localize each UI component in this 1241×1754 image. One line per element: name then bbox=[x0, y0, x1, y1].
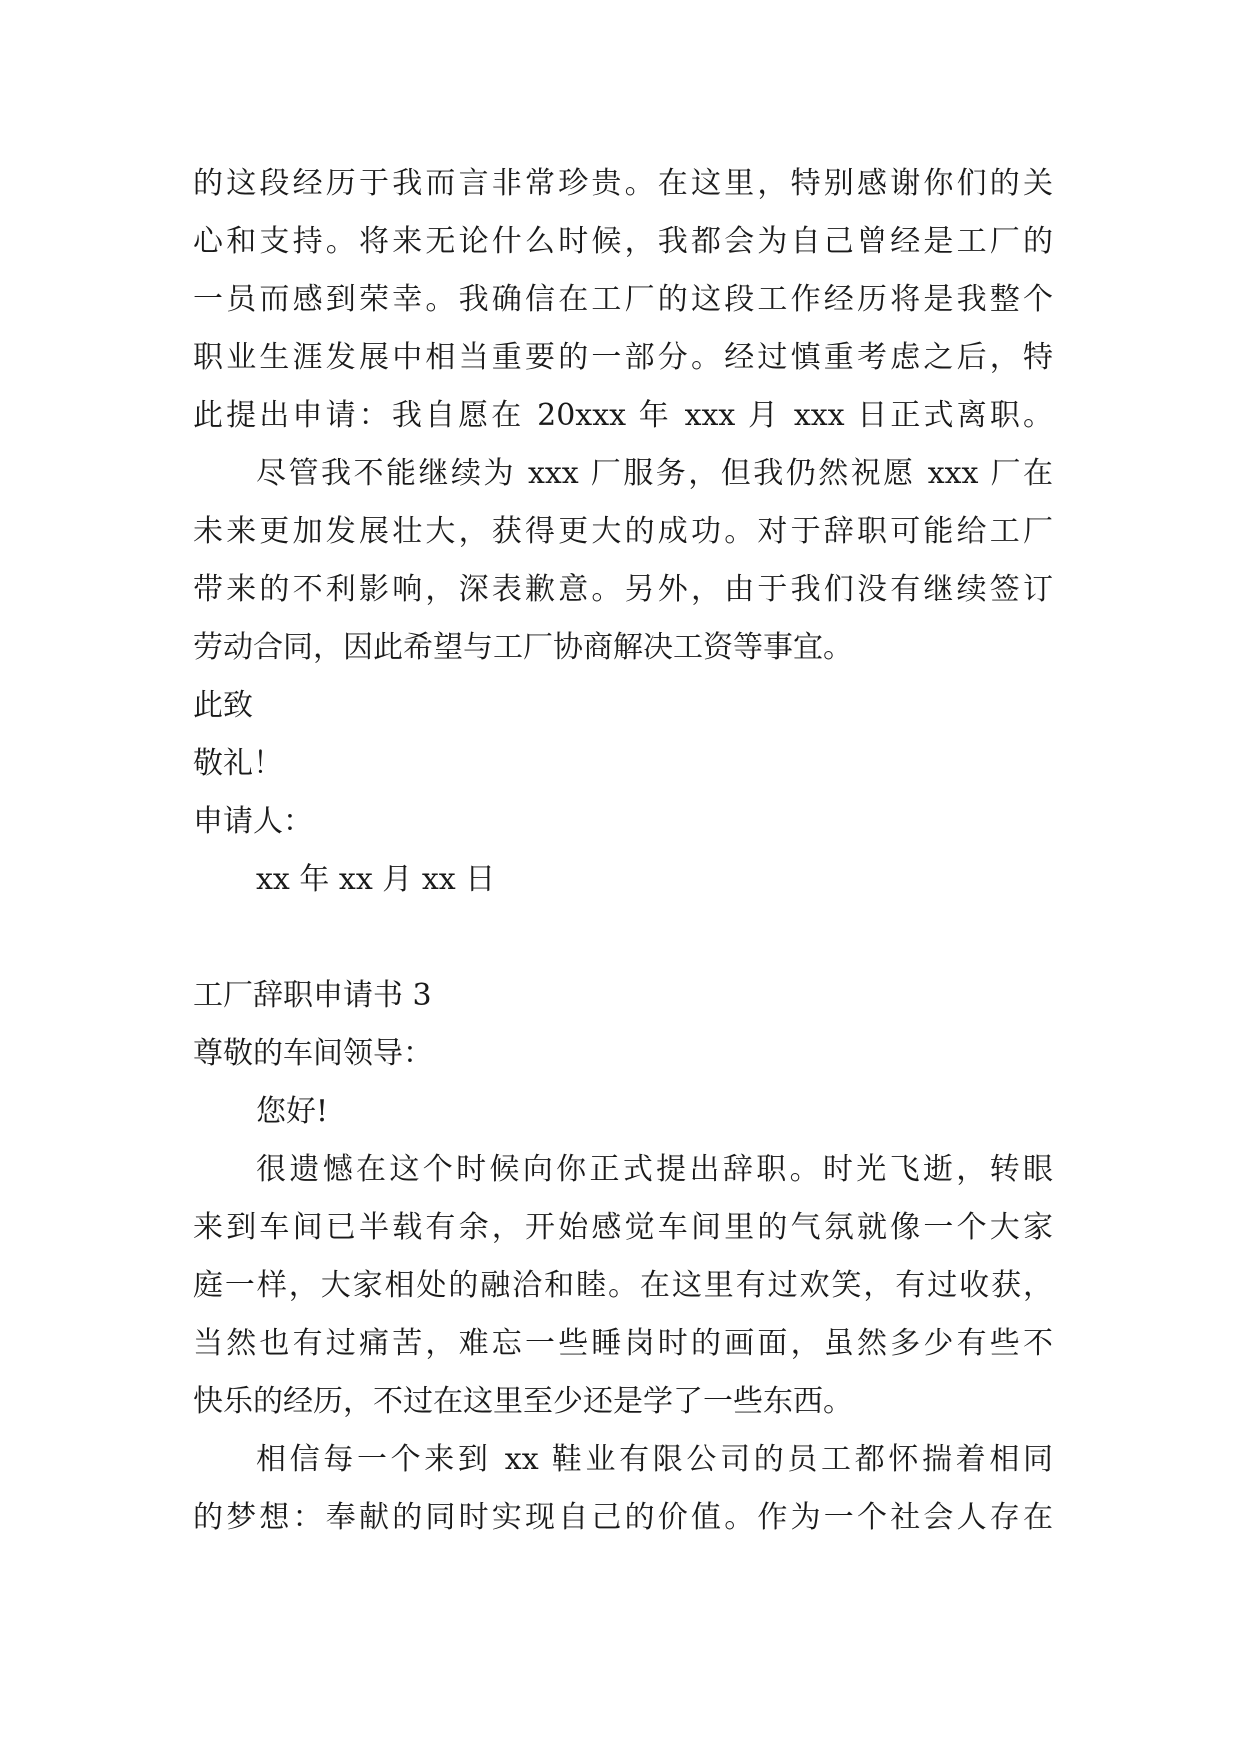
paragraph-line: 未来更加发展壮大，获得更大的成功。对于辞职可能给工厂 bbox=[193, 514, 1053, 549]
paragraph-line: 职业生涯发展中相当重要的一部分。经过慎重考虑之后，特 bbox=[193, 340, 1053, 375]
paragraph-line: 劳动合同，因此希望与工厂协商解决工资等事宜。 bbox=[193, 630, 853, 665]
paragraph-line: 此提出申请：我自愿在 20xxx 年 xxx 月 xxx 日正式离职。 bbox=[193, 398, 1053, 433]
paragraph-line: 来到车间已半载有余，开始感觉车间里的气氛就像一个大家 bbox=[193, 1210, 1053, 1245]
paragraph-line: 一员而感到荣幸。我确信在工厂的这段工作经历将是我整个 bbox=[193, 282, 1053, 317]
salute-line: 敬礼！ bbox=[193, 746, 283, 781]
greeting-line: 您好! bbox=[256, 1094, 329, 1129]
paragraph-line: 的这段经历于我而言非常珍贵。在这里，特别感谢你们的关 bbox=[193, 166, 1053, 201]
paragraph-line: 当然也有过痛苦，难忘一些睡岗时的画面，虽然多少有些不 bbox=[193, 1326, 1053, 1361]
paragraph-line: 的梦想：奉献的同时实现自己的价值。作为一个社会人存在 bbox=[193, 1500, 1053, 1535]
addressee-line: 尊敬的车间领导： bbox=[193, 1036, 433, 1071]
closing-line: 此致 bbox=[193, 688, 253, 723]
paragraph-line: 尽管我不能继续为 xxx 厂服务，但我仍然祝愿 xxx 厂在 bbox=[256, 456, 1053, 491]
paragraph-line: 带来的不利影响，深表歉意。另外，由于我们没有继续签订 bbox=[193, 572, 1053, 607]
paragraph-line: 庭一样，大家相处的融洽和睦。在这里有过欢笑，有过收获， bbox=[193, 1268, 1053, 1303]
paragraph-line: 相信每一个来到 xx 鞋业有限公司的员工都怀揣着相同 bbox=[256, 1442, 1053, 1477]
paragraph-line: 快乐的经历，不过在这里至少还是学了一些东西。 bbox=[193, 1384, 853, 1419]
date-line: xx 年 xx 月 xx 日 bbox=[256, 862, 496, 897]
paragraph-line: 很遗憾在这个时候向你正式提出辞职。时光飞逝，转眼 bbox=[256, 1152, 1053, 1187]
paragraph-line: 心和支持。将来无论什么时候，我都会为自己曾经是工厂的 bbox=[193, 224, 1053, 259]
section-title: 工厂辞职申请书 3 bbox=[193, 978, 432, 1013]
applicant-label: 申请人： bbox=[193, 804, 313, 839]
